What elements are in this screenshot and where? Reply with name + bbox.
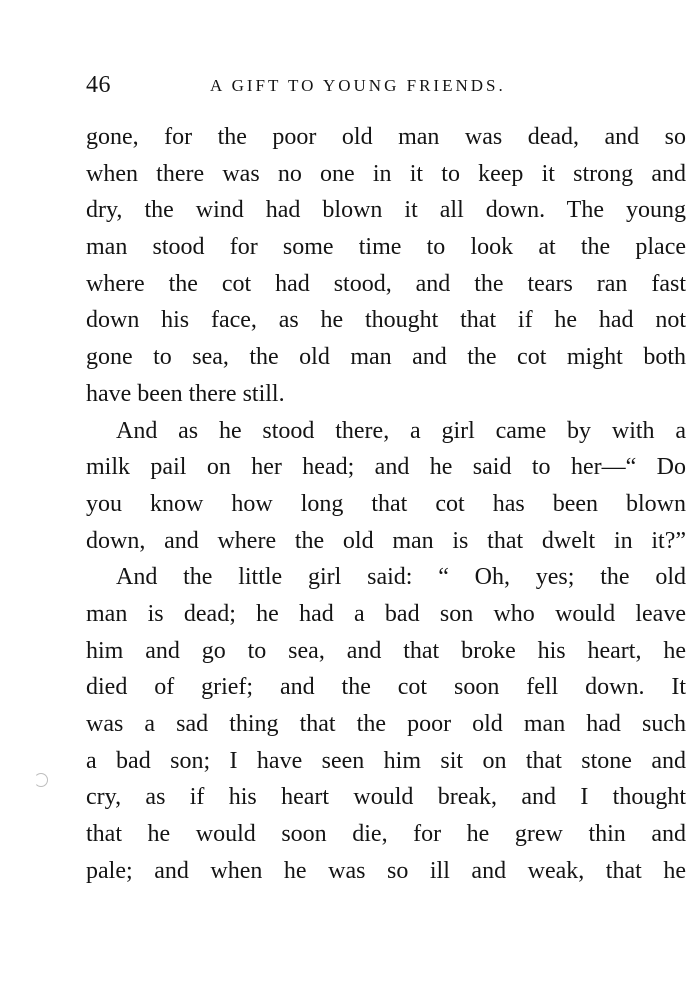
text-line: down his face, as he thought that if he had not xyxy=(86,307,686,334)
text-line: where the cot had stood, and the tears ran fast xyxy=(86,270,686,297)
text-line: that he would soon die, for he grew thin and xyxy=(86,821,686,848)
text-line: gone to sea, the old man and the cot might both xyxy=(86,344,686,371)
text-line: when there was no one in it to keep it strong and xyxy=(86,160,686,187)
text-line: milk pail on her head; and he said to her—“ Do xyxy=(86,454,686,481)
text-line: pale; and when he was so ill and weak, that he xyxy=(86,857,686,884)
text-line: was a sad thing that the poor old man had such xyxy=(86,711,686,737)
text-line: him and go to sea, and that broke his heart, he xyxy=(86,637,686,664)
text-line: gone, for the poor old man was dead, and so xyxy=(86,124,686,150)
text-line: have been there still. xyxy=(86,380,285,407)
paragraph xyxy=(86,413,686,560)
paragraph xyxy=(86,119,686,413)
text-line: And as he stood there, a girl came by with a xyxy=(116,417,686,444)
text-line: man stood for some time to look at the place xyxy=(86,234,686,261)
body-text xyxy=(86,119,686,889)
text-line: And the little girl said: “ Oh, yes; the old xyxy=(116,564,686,591)
margin-blemish xyxy=(34,773,48,787)
text-line: down, and where the old man is that dwelt in it?” xyxy=(86,527,686,554)
page-number: 46 xyxy=(86,72,111,98)
text-line: died of grief; and the cot soon fell down. It xyxy=(86,674,686,701)
running-header xyxy=(86,72,686,106)
text-line: a bad son; I have seen him sit on that stone and xyxy=(86,747,686,774)
text-line: cry, as if his heart would break, and I thought xyxy=(86,784,686,811)
running-title: A GIFT TO YOUNG FRIENDS. xyxy=(210,76,506,95)
paragraph xyxy=(86,559,686,889)
text-line: dry, the wind had blown it all down. The young xyxy=(86,197,686,224)
text-line: man is dead; he had a bad son who would leave xyxy=(86,600,686,627)
text-line: you know how long that cot has been blown xyxy=(86,490,686,517)
